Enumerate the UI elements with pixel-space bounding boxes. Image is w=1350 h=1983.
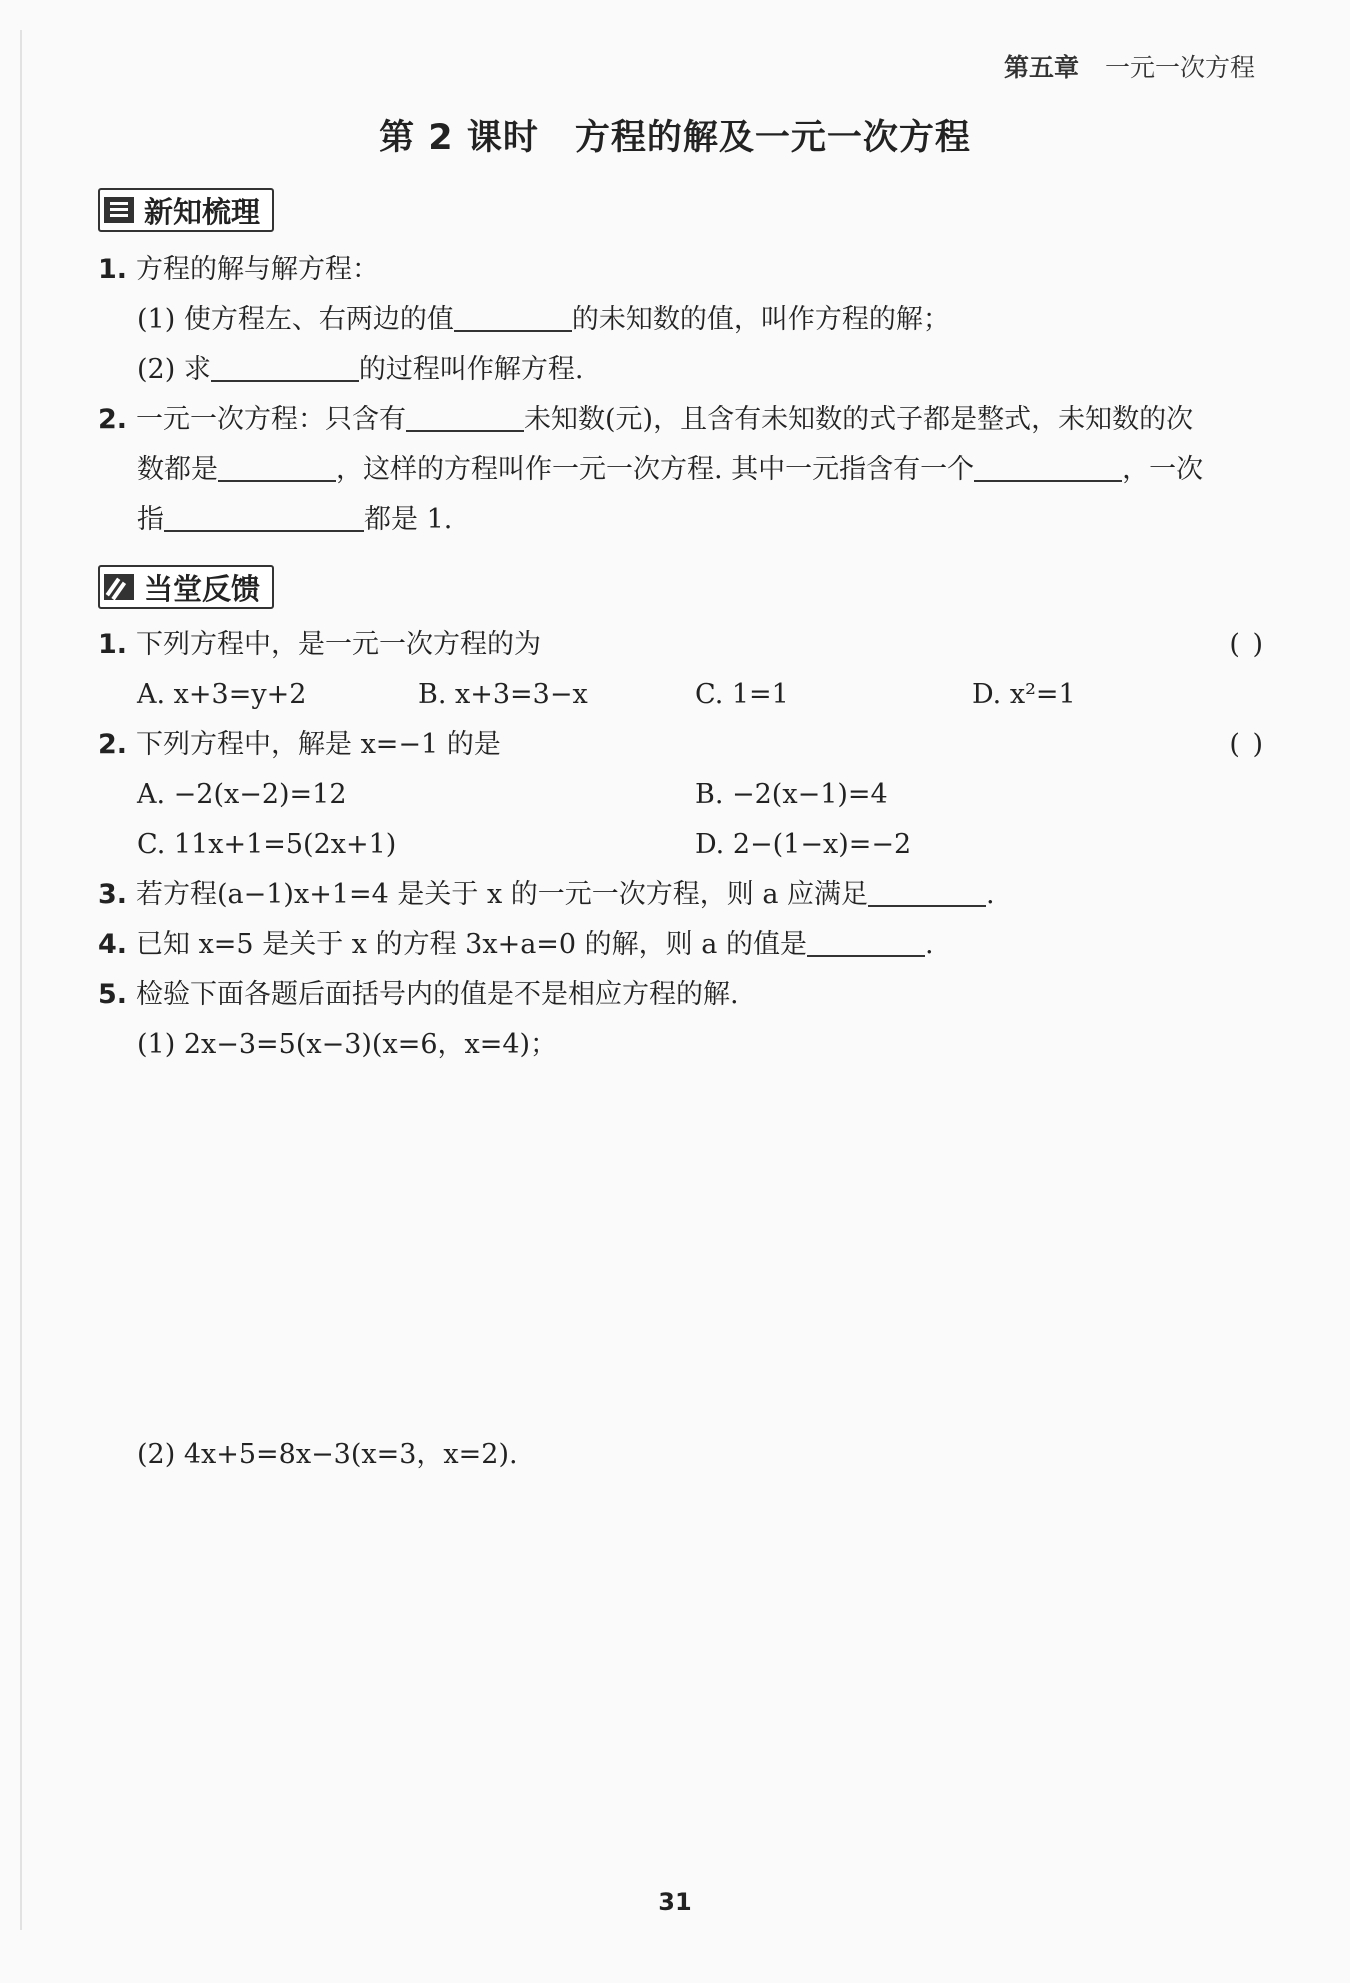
section-heading-new-knowledge — [98, 188, 274, 232]
text-segment: . — [924, 929, 934, 960]
s2-question-5-1: (1) 2x−3=5(x−3)(x=6，x=4)； — [137, 1029, 558, 1060]
text-segment: 指 — [137, 504, 164, 535]
answer-blank[interactable] — [218, 452, 336, 482]
s2-question-3 — [98, 875, 995, 915]
question-text: 下列方程中，解是 x=−1 的是 — [136, 729, 501, 760]
question-text: 下列方程中，是一元一次方程的为 — [136, 629, 541, 660]
text-segment: 若方程(a−1)x+1=4 是关于 x 的一元一次方程，则 a 应满足 — [136, 879, 869, 910]
answer-blank[interactable] — [211, 352, 359, 382]
option-b[interactable]: B. x+3=3−x — [418, 679, 588, 710]
s2-question-5-2: (2) 4x+5=8x−3(x=3，x=2). — [137, 1439, 518, 1470]
answer-blank[interactable] — [974, 452, 1122, 482]
question-number: 2. — [98, 729, 128, 760]
s1-question-2-line3 — [137, 500, 452, 540]
answer-blank[interactable] — [406, 402, 524, 432]
text-segment: ，这样的方程叫作一元一次方程. 其中一元指含有一个 — [336, 454, 975, 485]
question-number: 3. — [98, 879, 128, 910]
chapter-name: 一元一次方程 — [1104, 53, 1255, 82]
s2-question-5 — [98, 975, 739, 1015]
s2-question-1 — [98, 625, 541, 665]
s2-question-2 — [98, 725, 501, 765]
question-number: 5. — [98, 979, 128, 1010]
question-number: 4. — [98, 929, 128, 960]
text-segment: (1) 使方程左、右两边的值 — [137, 304, 454, 335]
text-segment: . — [986, 879, 995, 910]
page-edge-line — [20, 30, 22, 1930]
section-heading-class-feedback — [98, 565, 274, 609]
lesson-label: 第 2 课时 — [379, 118, 539, 158]
text-segment: 数都是 — [137, 454, 218, 485]
question-text: 方程的解与解方程： — [136, 254, 379, 285]
option-d[interactable]: D. x²=1 — [972, 679, 1076, 710]
option-c[interactable]: C. 11x+1=5(2x+1) — [137, 829, 397, 860]
s1-question-1-2 — [137, 350, 583, 390]
option-a[interactable]: A. −2(x−2)=12 — [137, 779, 347, 810]
answer-blank[interactable] — [868, 877, 986, 907]
question-text: 检验下面各题后面括号内的值是不是相应方程的解. — [136, 979, 739, 1010]
text-segment: 的未知数的值，叫作方程的解； — [571, 304, 950, 335]
section-heading-text: 当堂反馈 — [144, 571, 261, 606]
s1-question-2 — [98, 400, 1193, 440]
page-number: 31 — [658, 1888, 692, 1916]
chapter-number: 第五章 — [1003, 53, 1079, 82]
s1-question-1-1 — [137, 300, 950, 340]
answer-blank[interactable] — [164, 502, 364, 532]
text-segment: 的过程叫作解方程. — [358, 354, 584, 385]
text-segment: ，一次 — [1122, 454, 1204, 485]
option-b[interactable]: B. −2(x−1)=4 — [695, 779, 888, 810]
answer-blank[interactable] — [807, 927, 925, 957]
s2-question-4 — [98, 925, 934, 965]
pencil-icon — [104, 574, 134, 600]
page-title — [0, 110, 1350, 160]
s1-question-2-line2 — [137, 450, 1203, 490]
book-icon — [104, 197, 134, 223]
text-segment: (2) 求 — [137, 354, 211, 385]
lesson-topic: 方程的解及一元一次方程 — [574, 118, 971, 158]
answer-parentheses[interactable]: ( ) — [1229, 629, 1265, 660]
text-segment: 都是 1. — [364, 504, 453, 535]
answer-parentheses[interactable]: ( ) — [1229, 729, 1265, 760]
answer-blank[interactable] — [454, 302, 572, 332]
question-number: 1. — [98, 254, 128, 285]
option-a[interactable]: A. x+3=y+2 — [137, 679, 307, 710]
option-c[interactable]: C. 1=1 — [695, 679, 789, 710]
option-d[interactable]: D. 2−(1−x)=−2 — [695, 829, 912, 860]
text-segment: 一元一次方程：只含有 — [136, 404, 406, 435]
question-number: 1. — [98, 629, 128, 660]
chapter-header — [1004, 48, 1255, 84]
question-number: 2. — [98, 404, 128, 435]
text-segment: 未知数(元)，且含有未知数的式子都是整式，未知数的次 — [524, 404, 1194, 435]
text-segment: 已知 x=5 是关于 x 的方程 3x+a=0 的解，则 a 的值是 — [136, 929, 807, 960]
section-heading-text: 新知梳理 — [144, 194, 261, 229]
s1-question-1 — [98, 250, 379, 290]
